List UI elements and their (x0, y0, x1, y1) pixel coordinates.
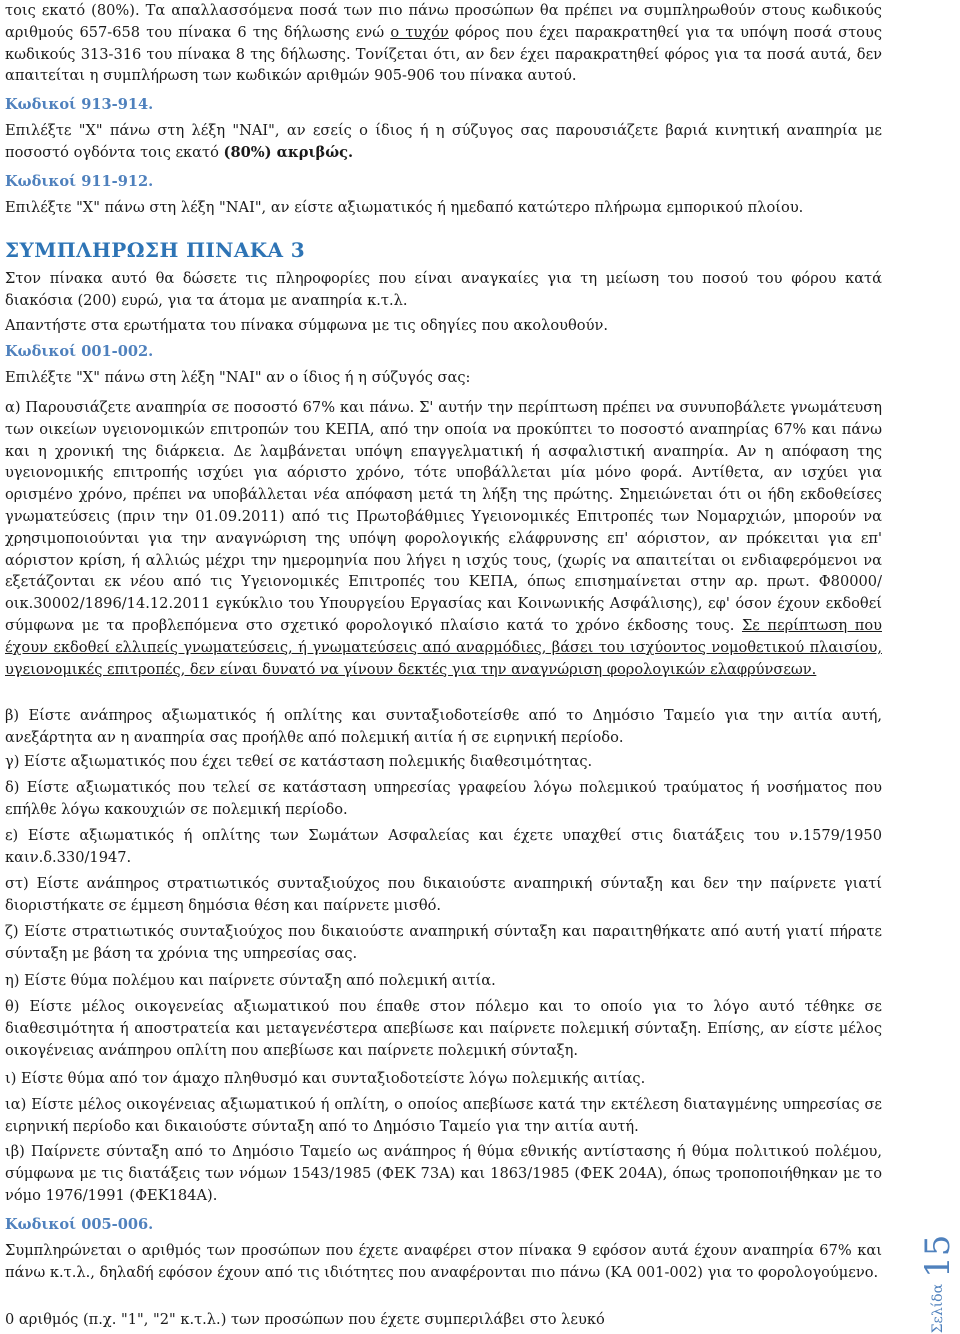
code-heading-911-912: Κωδικοί 911-912. (5, 173, 154, 190)
paragraph-item-i: η) Είστε θύμα πολέμου και παίρνετε σύνταξη από πολεμική αιτία. (5, 972, 496, 989)
paragraph-item-e: ε) Είστε αξιωματικός ή οπλίτης των Σωμάτων Ασφαλείας και έχετε υπαχθεί στις διατάξεις του ν.1579/1950 καιν.δ.330/1947. (5, 827, 882, 866)
page-label: Σελίδα (930, 1283, 946, 1334)
code-heading-005-006: Κωδικοί 005-006. (5, 1216, 154, 1233)
paragraph-item-a: α) Παρουσιάζετε αναπηρία σε ποσοστό 67% και πάνω. Σ' αυτήν την περίπτωση πρέπει να συνυποβάλετε γνωμάτευση των οικείων υγειονομικών επιτροπών του ΚΕΠΑ, από την οποία να προκύπτει το ποσοστό αναπηρίας 67% και πάνω και η χρονική της διάρκεια. Δε λαμβάνεται υπόψη επαγγελματική ή ασφαλιστική αναπηρία. Αν η απόφαση της υγειονομικής επιτροπής ισχύει για αόριστο χρόνο, τότε υποβάλλεται μία μόνο φορά. Αντίθετα, αν ισχύει για ορισμένο χρόνο, πρέπει να υποβάλλεται νέα απόφαση μετά τη λήξη της πρώτης. Σημειώνεται ότι οι ήδη εκδοθείσες γνωματεύσεις (πριν την 01.09.2011) από τις Πρωτοβάθμιες Υγειονομικές Επιτροπές των Νομαρχιών, μπορούν να χρησιμοποιούνται για την αναγνώριση της υπόψη φορολογικής ελάφρυνσης επ' αόριστον, αν πρόκειται για επ' αόριστον κρίση, ή αλλιώς μέχρι την ημερομηνία που λήγει η ισχύς τους, (χωρίς να απαιτείται οι ενδιαφερόμενοι να εξετάζονται εκ νέου από τις Υγειονομικές Επιτροπές του ΚΕΠΑ, όπως επισημαίνεται στην αρ. πρωτ. Φ80000/οικ.30002/1896/14.12.2011 εγκύκλιο του Υπουργείου Εργασίας και Κοινωνικής Ασφάλισης), εφ' όσον έχουν εκδοθεί σύμφωνα με τα προβλεπόμενα στο σχετικό φορολογικό πλαίσιο κατά το χρόνο έκδοσης τους. Σε περίπτωση που έχουν εκδοθεί ελλιπείς γνωματεύσεις, ή γνωματεύσεις από αναρμόδιες, βάσει του ισχύοντος νομοθετικού πλαισίου, υγειονομικές επιτροπές, δεν είναι δυνατό να γίνουν δεκτές για την αναγνώριση φορολογικών ελαφρύνσεων. (5, 399, 882, 678)
paragraph-code-005-006: Συμπληρώνεται ο αριθμός των προσώπων που έχετε αναφέρει στον πίνακα 9 εφόσον αυτά έχουν αναπηρία 67% και πάνω κ.τ.λ., δηλαδή εφόσον έχουν από τις ιδιότητες που αναφέρονται πιο πάνω (ΚΑ 001-002) για το φορολογούμενο. (5, 1242, 882, 1281)
paragraph-code-913-914: Επιλέξτε "Χ" πάνω στη λέξη "ΝΑΙ", αν εσείς ο ίδιος ή η σύζυγος σας παρουσιάζετε βαριά κινητική αναπηρία με ποσοστό ογδόντα τοις εκατό (80%) ακριβώς. (5, 122, 882, 161)
paragraph-table-3-intro: Στον πίνακα αυτό θα δώσετε τις πληροφορίες που είναι αναγκαίες για τη μείωση του ποσού του φόρου κατά διακόσια (200) ευρώ, για τα άτομα με αναπηρία κ.τ.λ. (5, 270, 882, 309)
paragraph-answer-instructions: Απαντήστε στα ερωτήματα του πίνακα σύμφωνα με τις οδηγίες που ακολουθούν. (5, 317, 608, 334)
code-heading-001-002: Κωδικοί 001-002. (5, 343, 154, 360)
paragraph-item-iota: ι) Είστε θύμα από τον άμαχο πληθυσμό και συνταξιοδοτείστε λόγω πολεμικής αιτίας. (5, 1070, 646, 1087)
paragraph-code-911-912: Επιλέξτε "Χ" πάνω στη λέξη "ΝΑΙ", αν είστε αξιωματικός ή ημεδαπό κατώτερο πλήρωμα εμπορικού πλοίου. (5, 199, 804, 216)
page-number-label (918, 1235, 958, 1334)
paragraph-code-001-002: Επιλέξτε "Χ" πάνω στη λέξη "ΝΑΙ" αν ο ίδιος ή η σύζυγός σας: (5, 369, 471, 386)
page-footer (916, 1224, 960, 1334)
page-number: 15 (918, 1234, 958, 1278)
paragraph-count-persons: 0 αριθμός (π.χ. "1", "2" κ.τ.λ.) των προσώπων που έχετε συμπεριλάβει στο λευκό (5, 1311, 605, 1328)
paragraph-item-ia: ια) Είστε μέλος οικογένειας αξιωματικού ή οπλίτη, ο οποίος απεβίωσε κατά την εκτέλεση διαταγμένης υπηρεσίας σε ειρηνική περίοδο και δικαιούστε σύνταξη από το Δημόσιο Ταμείο για την αιτία αυτή. (5, 1096, 882, 1135)
paragraph-exempt-amounts: τοις εκατό (80%). Τα απαλλασσόμενα ποσά των πιο πάνω προσώπων θα πρέπει να συμπληρωθούν στους κωδικούς αριθμούς 657-658 του πίνακα 6 της δήλωσης ενώ ο τυχόν φόρος που έχει παρακρατηθεί για τα υπόψη ποσά στους κωδικούς 313-316 του πίνακα 8 της δήλωσης. Τονίζεται ότι, αν δεν έχει παρακρατηθεί φόρος για τα ποσά αυτά, δεν απαιτείται η συμπλήρωση των κωδικών αριθμών 905-906 του πίνακα αυτού. (5, 2, 883, 85)
paragraph-item-st: στ) Είστε ανάπηρος στρατιωτικός συνταξιούχος που δικαιούστε αναπηρική σύνταξη και δεν την παίρνετε γιατί διοριστήκατε σε έμμεση δημόσια θέση και παίρνετε μισθό. (5, 875, 882, 914)
paragraph-item-d: δ) Είστε αξιωματικός που τελεί σε κατάσταση υπηρεσίας γραφείου λόγω πολεμικού τραύματος ή νοσήματος που επήλθε λόγω κακουχιών σε πολεμική περίοδο. (5, 779, 882, 818)
paragraph-item-z: ζ) Είστε στρατιωτικός συνταξιούχος που δικαιούστε αναπηρική σύνταξη και παραιτηθήκατε από αυτή γιατί πήρατε σύνταξη με βάση τα χρόνια της υπηρεσίας σας. (5, 923, 882, 962)
paragraph-item-ib: ιβ) Παίρνετε σύνταξη από το Δημόσιο Ταμείο ως ανάπηρος ή θύμα εθνικής αντίστασης ή θύμα πολιτικού πολέμου, σύμφωνα με τις διατάξεις των νόμων 1543/1985 (ΦΕΚ 73Α) και 1863/1985 (ΦΕΚ 204Α), όπως τροποποιήθηκαν με το νόμο 1976/1991 (ΦΕΚ184Α). (5, 1143, 882, 1204)
paragraph-item-b: β) Είστε ανάπηρος αξιωματικός ή οπλίτης και συνταξιοδοτείσθε από το Δημόσιο Ταμείο για την αιτία αυτή, ανεξάρτητα αν η αναπηρία σας προήλθε από πολεμική αιτία ή σε ειρηνική περίοδο. (5, 707, 882, 746)
section-heading-table-3: ΣΥΜΠΛΗΡΩΣΗ ΠΙΝΑΚΑ 3 (5, 238, 306, 262)
paragraph-item-c: γ) Είστε αξιωματικός που έχει τεθεί σε κατάσταση πολεμικής διαθεσιμότητας. (5, 753, 593, 770)
paragraph-item-th: θ) Είστε μέλος οικογενείας αξιωματικού που έπαθε στον πόλεμο και το οποίο για το λόγο αυτό τέθηκε σε διαθεσιμότητα ή αποστρατεία και μεταγενέστερα απεβίωσε και παίρνετε πολεμική σύνταξη. Επίσης, αν είστε μέλος οικογένειας ανάπηρου οπλίτη που απεβίωσε και παίρνετε πολεμική σύνταξη. (5, 998, 882, 1059)
code-heading-913-914: Κωδικοί 913-914. (5, 96, 154, 113)
